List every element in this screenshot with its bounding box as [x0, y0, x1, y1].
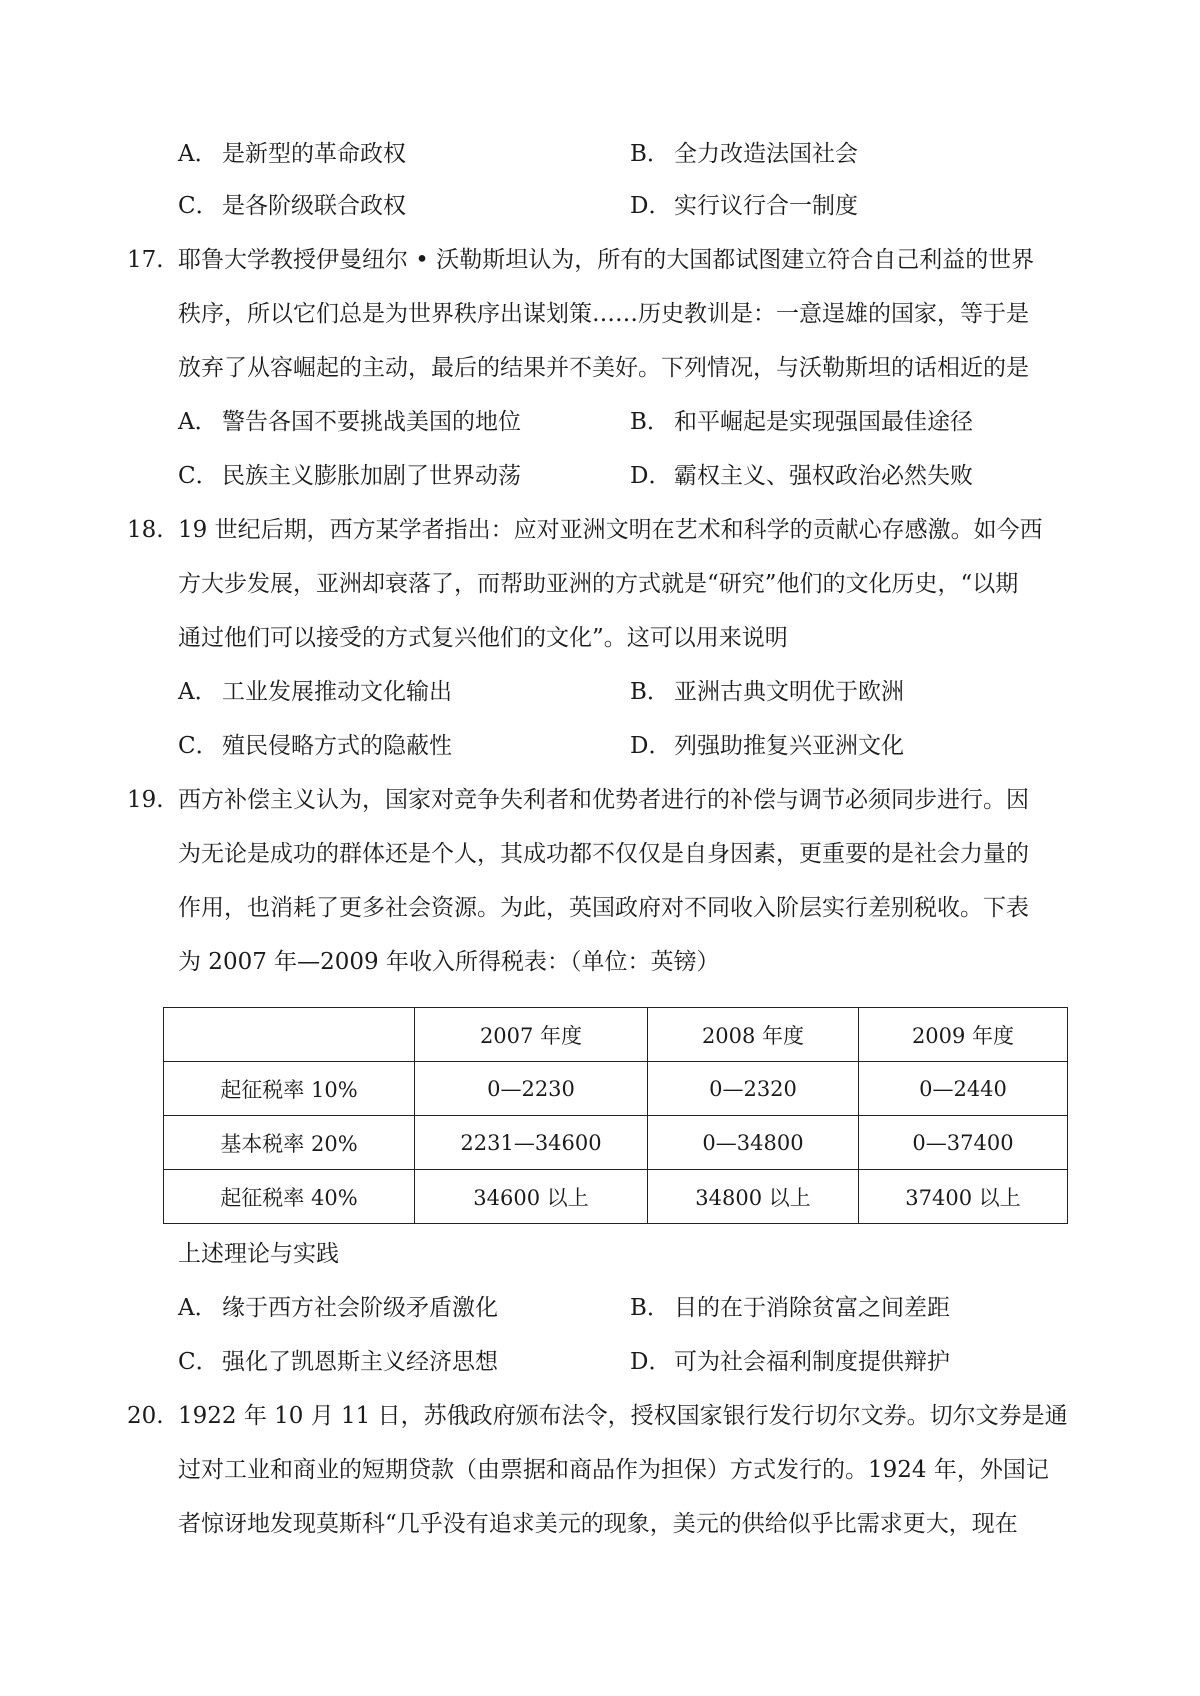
- q17-option-d: D． 霸权主义、强权政治必然失败: [630, 463, 973, 489]
- q18-number: 18.: [127, 517, 164, 543]
- q19-number: 19.: [127, 787, 164, 813]
- q18-option-c: C． 殖民侵略方式的隐蔽性: [178, 733, 452, 759]
- table-cell: 起征税率 10%: [164, 1062, 415, 1116]
- table-cell: 34800 以上: [648, 1170, 859, 1224]
- table-cell: 基本税率 20%: [164, 1116, 415, 1170]
- q17-option-c: C． 民族主义膨胀加剧了世界动荡: [178, 463, 521, 489]
- q19-line-4: 为 2007 年—2009 年收入所得税表：（单位：英镑）: [178, 949, 720, 975]
- q16-option-c: C． 是各阶级联合政权: [178, 193, 406, 219]
- table-cell: 0—2440: [859, 1062, 1068, 1116]
- tax-table: [163, 1007, 1068, 1224]
- q20-line-2: 过对工业和商业的短期贷款（由票据和商品作为担保）方式发行的。1924 年，外国记: [178, 1457, 1049, 1483]
- table-cell: 起征税率 40%: [164, 1170, 415, 1224]
- q18-option-b: B． 亚洲古典文明优于欧洲: [630, 679, 904, 705]
- tax-table-header-row: [164, 1008, 1068, 1062]
- q17-option-b: B． 和平崛起是实现强国最佳途径: [630, 409, 973, 435]
- table-cell: 0—34800: [648, 1116, 859, 1170]
- table-header-cell: 2008 年度: [648, 1008, 859, 1062]
- q17-line-2: 秩序，所以它们总是为世界秩序出谋划策……历史教训是：一意逞雄的国家，等于是: [178, 301, 1029, 327]
- table-header-cell: 2007 年度: [415, 1008, 648, 1062]
- table-cell: 37400 以上: [859, 1170, 1068, 1224]
- table-header-cell: 2009 年度: [859, 1008, 1068, 1062]
- q19-line-2: 为无论是成功的群体还是个人，其成功都不仅仅是自身因素，更重要的是社会力量的: [178, 841, 1029, 867]
- q18-option-a: A． 工业发展推动文化输出: [178, 679, 452, 705]
- q17-line-1: 耶鲁大学教授伊曼纽尔 • 沃勒斯坦认为，所有的大国都试图建立符合自己利益的世界: [178, 247, 1035, 273]
- table-cell: 0—2230: [415, 1062, 648, 1116]
- q19-option-c: C． 强化了凯恩斯主义经济思想: [178, 1349, 498, 1375]
- q17-option-a: A． 警告各国不要挑战美国的地位: [178, 409, 521, 435]
- q17-line-3: 放弃了从容崛起的主动，最后的结果并不美好。下列情况，与沃勒斯坦的话相近的是: [178, 355, 1029, 381]
- table-cell: 2231—34600: [415, 1116, 648, 1170]
- q19-line-3: 作用，也消耗了更多社会资源。为此，英国政府对不同收入阶层实行差别税收。下表: [178, 895, 1029, 921]
- q19-stem-end: 上述理论与实践: [178, 1241, 339, 1267]
- table-row: [164, 1116, 1068, 1170]
- table-row: [164, 1062, 1068, 1116]
- q16-option-a: A． 是新型的革命政权: [178, 141, 406, 167]
- table-cell: 34600 以上: [415, 1170, 648, 1224]
- q18-line-2: 方大步发展，亚洲却衰落了，而帮助亚洲的方式就是“研究”他们的文化历史，“以期: [178, 571, 1019, 597]
- q19-option-d: D． 可为社会福利制度提供辩护: [630, 1349, 950, 1375]
- table-cell: 0—37400: [859, 1116, 1068, 1170]
- q19-option-a: A． 缘于西方社会阶级矛盾激化: [178, 1295, 498, 1321]
- q17-number: 17.: [127, 247, 164, 273]
- q19-line-1: 西方补偿主义认为，国家对竞争失利者和优势者进行的补偿与调节必须同步进行。因: [178, 787, 1029, 813]
- table-row: [164, 1170, 1068, 1224]
- q19-option-b: B． 目的在于消除贫富之间差距: [630, 1295, 950, 1321]
- q18-option-d: D． 列强助推复兴亚洲文化: [630, 733, 904, 759]
- table-cell: 0—2320: [648, 1062, 859, 1116]
- q18-line-1: 19 世纪后期，西方某学者指出：应对亚洲文明在艺术和科学的贡献心存感激。如今西: [178, 517, 1043, 543]
- q20-line-1: 1922 年 10 月 11 日，苏俄政府颁布法令，授权国家银行发行切尔文券。切尔文券是通: [178, 1403, 1068, 1429]
- q20-line-3: 者惊讶地发现莫斯科“几乎没有追求美元的现象，美元的供给似乎比需求更大，现在: [178, 1511, 1018, 1537]
- table-header-cell: [164, 1008, 415, 1062]
- q20-number: 20.: [127, 1403, 164, 1429]
- q18-line-3: 通过他们可以接受的方式复兴他们的文化”。这可以用来说明: [178, 625, 788, 651]
- q16-option-b: B． 全力改造法国社会: [630, 141, 858, 167]
- q16-option-d: D． 实行议行合一制度: [630, 193, 858, 219]
